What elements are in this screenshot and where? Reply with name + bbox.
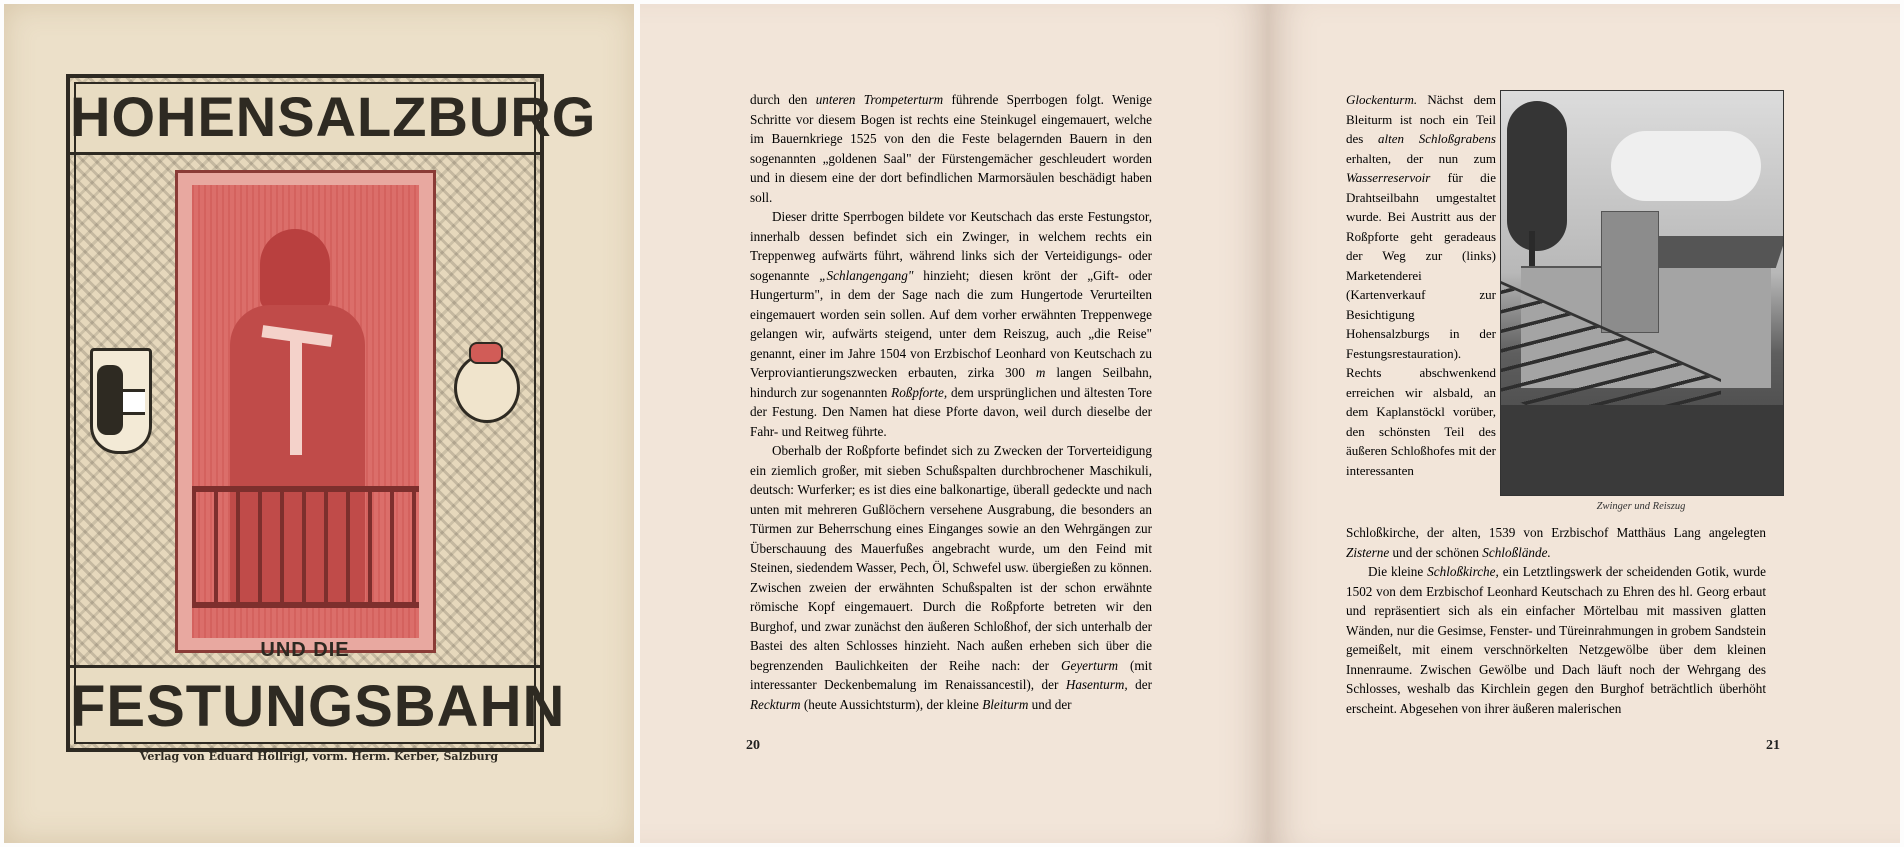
paragraph <box>1346 523 1766 562</box>
pallium-stripe <box>290 335 302 455</box>
cover-publisher: Verlag von Eduard Höllrigl, vorm. Herm. Kerber, Salzburg <box>139 750 499 763</box>
zwinger-photograph <box>1500 90 1784 496</box>
left-page-text <box>750 90 1152 714</box>
emphasized-term: Reckturm <box>750 696 801 712</box>
text-run: der <box>1127 677 1153 692</box>
emphasized-term: Schloßlände. <box>1482 544 1551 560</box>
emphasized-term: m <box>1035 365 1046 380</box>
text-run: erhalten, der nun zum <box>1346 150 1496 166</box>
balustrade-railing <box>192 486 419 608</box>
paragraph <box>750 207 1152 441</box>
text-run: ein Letztlingswerk der scheidenden Gotik, wurde 1502 von dem Erzbischof Leonhard Keutschach zu Ehren des hl. Georg erbaut und repräsentiert sich als ein einfacher Mörtelbau mit massiven glatten Wänden, nur die Gesimse, Fenster- und Türeinrahmungen in grobem Sandstein gemeißelt, mit einem verschnörkelten Netzgewölbe über dem kleinen Innenraume. Zwischen Gewölbe und Dach läuft noch der Wehrgang des Schlosses, weshalb das Kirchlein gegen den Burghof beträchtlich überhöht erscheint. Abgesehen von ihrer äußeren malerischen <box>1346 564 1766 716</box>
lion-coat-of-arms-icon <box>90 348 152 454</box>
text-run: führende Sperrbogen folgt. Wenige Schritte vor diesem Bogen ist rechts eine Steinkugel eingemauert, welche im Bauernkriege 1525 von den die Feste belagernden Bauern in den sogenannten „goldenen Saal" der Fürstengemächer geschleudert worden und in diesem eine der dort befindlichen Marmorsäulen beschädigt haben soll. <box>750 92 1152 205</box>
figure-mitre <box>260 229 330 309</box>
emphasized-term: unteren Trompeterturm <box>815 92 944 107</box>
cover-title-bottom: FESTUNGSBAHN <box>70 665 540 744</box>
emphasized-term: Bleiturm <box>982 696 1029 712</box>
wall-roof <box>1646 236 1784 268</box>
text-run: (mit interessanter Deckenbemalung im Renaissancestil), der <box>750 657 1152 692</box>
text-run: Die kleine <box>1368 564 1428 579</box>
paragraph <box>1346 562 1766 718</box>
right-page-column-text <box>1346 90 1496 480</box>
text-run: und der schönen <box>1389 544 1483 560</box>
emphasized-term: Wasserreservoir <box>1346 170 1431 185</box>
emphasized-term: Glockenturm. <box>1346 92 1418 107</box>
text-run: Nächst dem Bleiturm ist noch ein Teil des <box>1346 92 1496 146</box>
open-book-spread <box>640 4 1900 843</box>
emphasized-term: Hasenturm, <box>1065 677 1128 692</box>
paragraph <box>750 90 1152 207</box>
cloud-shape <box>1611 131 1761 201</box>
cover-title-top: HOHENSALZBURG <box>70 82 540 155</box>
text-run: dem ursprünglichen und ältesten Tore der Festung. Den Namen hat diese Pforte davon, weil durch dieselbe der Fahr- und Reitweg führte. <box>750 384 1152 439</box>
shield-band <box>123 389 145 415</box>
emphasized-term: Schloßkirche, <box>1427 564 1499 579</box>
text-run: Dieser dritte Sperrbogen bildete vor Keutschach das erste Festungstor, innerhalb dessen befindet sich ein Zwinger, in welchem rechts ein Treppenweg aufwärts führt, während links sich der Verteidigungs- oder sogenannte <box>750 209 1152 283</box>
text-run: und der <box>1028 696 1072 712</box>
emphasized-term: Roßpforte, <box>891 384 948 400</box>
paragraph <box>750 441 1152 714</box>
emphasized-term: Zisterne <box>1346 544 1390 560</box>
turnip-coat-of-arms-icon <box>454 353 520 423</box>
cover-ornamental-frame <box>66 74 597 752</box>
bishop-figure-image <box>192 185 419 638</box>
paragraph <box>1346 90 1496 480</box>
text-run: langen Seilbahn, hindurch zur sogenannten <box>750 365 1152 400</box>
cover-red-illustration <box>175 170 436 653</box>
booklet-cover <box>4 4 634 843</box>
text-run: (heute Aussichtsturm), der kleine <box>800 696 983 712</box>
fortress-tower <box>1601 211 1659 333</box>
lion-icon <box>97 365 123 435</box>
cover-subtitle: UND DIE <box>260 639 350 661</box>
photo-caption: Zwinger und Reiszug <box>1596 501 1686 512</box>
emphasized-term: Geyerturm <box>1060 657 1119 673</box>
text-run: hinzieht; diesen krönt der „Gift- oder Hungerturm", in dem der Sage nach die zum Hungertode Verurteilten eingemauert worden sein sollen. Auf dem vorher erwähnten Treppenwege gelangen wir, aufwärts steigend, unter dem Reiszug, auch „die Reise" genannt, einer im Jahre 1504 von Erzbischof Leonhard von Keutschach zu Verproviantierungszwecken erbauten, zirka 300 <box>750 267 1153 380</box>
text-run: durch den <box>750 92 816 107</box>
emphasized-term: „Schlangengang" <box>819 267 914 283</box>
right-page-wide-text <box>1346 523 1766 718</box>
page-number-left: 20 <box>746 738 760 753</box>
emphasized-term: alten Schloßgrabens <box>1378 131 1496 146</box>
text-run: Oberhalb der Roßpforte befindet sich zu Zwecken der Torverteidigung ein ziemlich großer, mit sieben Schußspalten durchbrochener Maschikuli, deutsch: Wurferker; es ist dies eine balkonartige, überall gedeckte und nach unten mit mehreren Gußlöchern versehene Ausgrabung, die besonders an Türmen zur Beherrschung eines Einganges sowie an den Wehrgängen zur Überschauung des Mauerfußes angebracht wurde, um den Feind mit Steinen, siedendem Wasser, Pech, Öl, Schwefel usw. übergießen zu können. Zwischen zweien der erwähnten Schußspalten ist der schon erwähnte römische Kopf eingemauert. Durch die Roßpforte betreten wir den Burghof, und zwar zunächst den äußeren Schloßhof, der sich unterhalb der Bastei des alten Schlosses hinzieht. Nach außen erheben sich über die begrenzenden Baulichkeiten der Reihe nach: der <box>750 443 1152 673</box>
courtyard-ground <box>1501 405 1783 495</box>
text-run: Schloßkirche, der alten, 1539 von Erzbischof Matthäus Lang angelegten <box>1346 525 1766 540</box>
page-number-right: 21 <box>1766 738 1780 753</box>
tree-icon <box>1507 101 1567 251</box>
text-run: für die Drahtseilbahn umgestaltet wurde. Bei Austritt aus der Roßpforte geht geradeaus der Weg zur (links) Marketenderei (Kartenverkauf zur Besichtigung Hohensalzburgs in der Festungsrestauration). Rechts abschwenkend erreichen wir alsbald, an dem Kaplanstöckl vorüber, den schönsten Teil des äußeren Schloßhofes mit der interessanten <box>1346 170 1496 478</box>
